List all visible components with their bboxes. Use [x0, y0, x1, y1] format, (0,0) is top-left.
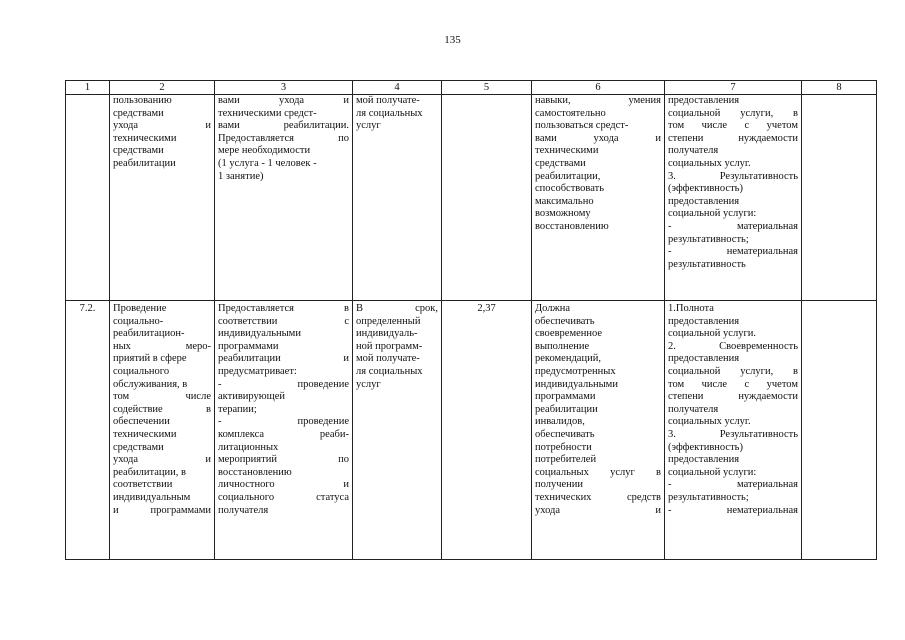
cell-line: терапии;	[218, 403, 257, 415]
cell-line: ухода и	[113, 120, 211, 132]
cell-line: своевременное	[535, 328, 603, 340]
cell-line: литационных	[218, 441, 279, 453]
row1-quality-indicators	[532, 95, 665, 301]
cell-line: социальной услуги, в	[668, 107, 798, 119]
row1-number	[66, 95, 110, 301]
cell-line: индивидуальными	[535, 378, 618, 390]
cell-line: получателя	[218, 504, 269, 516]
cell-line: услуг	[356, 378, 381, 390]
row1-service-description	[215, 95, 353, 301]
table-header-row	[66, 81, 877, 95]
cell-line: реабилитации, в	[113, 466, 186, 478]
cell-line: ля социальных	[356, 365, 423, 377]
cell-line: пользованию	[113, 95, 172, 106]
cell-line: реабилитации	[113, 157, 176, 169]
row2-service-description	[215, 301, 353, 560]
cell-line: мой получате-	[356, 353, 420, 365]
row2-evaluation-conditions	[665, 301, 802, 560]
cell-line: предусмотренных	[535, 365, 616, 377]
cell-line: восстановлению	[218, 466, 292, 478]
cell-line: Предоставляется в	[218, 303, 349, 314]
cell-line: - материальная	[668, 220, 798, 232]
header-cell-2: 2	[110, 81, 215, 95]
row2-term	[353, 301, 442, 560]
cell-line: степени нуждаемости	[668, 391, 798, 403]
header-cell-5: 5	[442, 81, 532, 95]
cell-line: ля социальных	[356, 107, 423, 119]
cell-line: предоставления	[668, 315, 740, 327]
row1-service-name	[110, 95, 215, 301]
cell-line: вами ухода и	[218, 95, 349, 106]
cell-line: программами	[218, 340, 279, 352]
cell-line: потребности	[535, 441, 592, 453]
cell-line: вами ухода и	[535, 132, 661, 144]
row1-tariff	[442, 95, 532, 301]
header-cell-3: 3	[215, 81, 353, 95]
cell-line: социальных услуг.	[668, 157, 751, 169]
header-cell-6: 6	[532, 81, 665, 95]
cell-line: ных меро-	[113, 340, 211, 352]
cell-line: реабилитации и	[218, 353, 349, 365]
table-row	[66, 301, 877, 560]
cell-line: ухода и	[113, 454, 211, 466]
cell-line: 2. Своевременность	[668, 340, 798, 352]
header-cell-7: 7	[665, 81, 802, 95]
row2-number: 7.2.	[66, 301, 110, 560]
cell-line: индивидуаль-	[356, 328, 418, 340]
cell-line: мероприятий по	[218, 454, 349, 466]
row2-quality-indicators	[532, 301, 665, 560]
cell-line: 3. Результативность	[668, 170, 798, 182]
row2-service-name	[110, 301, 215, 560]
cell-line: самостоятельно	[535, 107, 606, 119]
cell-line: пользоваться средст-	[535, 120, 629, 132]
cell-line: реабилитации,	[535, 170, 601, 182]
cell-line: степени нуждаемости	[668, 132, 798, 144]
cell-line: восстановлению	[535, 220, 609, 232]
cell-line: социальной услуги, в	[668, 365, 798, 377]
cell-line: социальной услуги:	[668, 208, 757, 220]
cell-line: реабилитацион-	[113, 328, 185, 340]
cell-line: результативность;	[668, 491, 749, 503]
cell-line: предусматривает:	[218, 365, 297, 377]
cell-line: - нематериальная	[668, 246, 798, 258]
services-table	[65, 80, 877, 560]
cell-line: предоставления	[668, 195, 740, 207]
cell-line: получении	[535, 479, 584, 491]
cell-line: и программами	[113, 504, 211, 516]
cell-line: предоставления	[668, 454, 740, 466]
table-row	[66, 95, 877, 301]
cell-line: индивидуальными	[218, 328, 301, 340]
cell-line: обслуживания, в	[113, 378, 188, 390]
cell-line: 3. Результативность	[668, 428, 798, 440]
cell-line: обеспечении	[113, 416, 170, 428]
cell-line: способствовать	[535, 183, 605, 195]
cell-line: техническими	[113, 428, 177, 440]
cell-line: том числе с учетом	[668, 120, 798, 132]
cell-line: техническими	[113, 132, 177, 144]
cell-line: активирующей	[218, 391, 285, 403]
cell-line: приятий в сфере	[113, 353, 187, 365]
cell-line: том числе	[113, 391, 211, 403]
cell-line: 1 занятие)	[218, 170, 264, 182]
cell-line: (1 услуга - 1 человек -	[218, 157, 317, 169]
cell-line: том числе с учетом	[668, 378, 798, 390]
cell-line: В срок,	[356, 303, 438, 314]
cell-line: (эффективность)	[668, 183, 743, 195]
cell-line: - проведение	[218, 416, 349, 428]
cell-line: обеспечивать	[535, 428, 595, 440]
cell-line: ной программ-	[356, 340, 423, 352]
cell-line: личностного и	[218, 479, 349, 491]
cell-line: возможному	[535, 208, 591, 220]
cell-line: содействие в	[113, 403, 211, 415]
row2-notes	[802, 301, 877, 560]
cell-line: техническими средст-	[218, 107, 317, 119]
cell-line: выполнение	[535, 340, 590, 352]
row1-evaluation-conditions	[665, 95, 802, 301]
cell-line: вами реабилитации.	[218, 120, 349, 132]
cell-line: предоставления	[668, 95, 740, 106]
cell-line: социально-	[113, 315, 164, 327]
header-cell-8: 8	[802, 81, 877, 95]
cell-line: инвалидов,	[535, 416, 585, 428]
cell-line: реабилитации	[535, 403, 598, 415]
cell-line: обеспечивать	[535, 315, 595, 327]
cell-line: максимально	[535, 195, 594, 207]
page-number: 135	[444, 34, 461, 46]
cell-line: средствами	[113, 441, 164, 453]
cell-line: социальной услуги.	[668, 328, 756, 340]
cell-line: ухода и	[535, 504, 661, 516]
cell-line: соответствии	[113, 479, 173, 491]
cell-line: Проведение	[113, 303, 167, 314]
cell-line: социальных услуг в	[535, 466, 661, 478]
row1-term	[353, 95, 442, 301]
cell-line: навыки, умения	[535, 95, 661, 106]
cell-line: средствами	[113, 145, 164, 157]
cell-line: соответствии с	[218, 315, 349, 327]
cell-line: Предоставляется по	[218, 132, 349, 144]
cell-line: получателя	[668, 403, 719, 415]
cell-line: комплекса реаби-	[218, 428, 349, 440]
cell-line: социального статуса	[218, 491, 349, 503]
row2-tariff: 2,37	[442, 301, 532, 560]
cell-line: социальных услуг.	[668, 416, 751, 428]
cell-line: получателя	[668, 145, 719, 157]
cell-line: - материальная	[668, 479, 798, 491]
cell-line: - проведение	[218, 378, 349, 390]
cell-line: средствами	[535, 157, 586, 169]
cell-line: 1.Полнота	[668, 303, 714, 314]
cell-line: - нематериальная	[668, 504, 798, 516]
cell-line: Должна	[535, 303, 571, 314]
row1-notes	[802, 95, 877, 301]
cell-line: социального	[113, 365, 170, 377]
cell-line: социальной услуги:	[668, 466, 757, 478]
cell-line: определенный	[356, 315, 421, 327]
cell-line: средствами	[113, 107, 164, 119]
cell-line: мере необходимости	[218, 145, 311, 157]
cell-line: услуг	[356, 120, 381, 132]
cell-line: техническими	[535, 145, 599, 157]
cell-line: индивидуальным	[113, 491, 191, 503]
header-cell-1: 1	[66, 81, 110, 95]
cell-line: предоставления	[668, 353, 740, 365]
cell-line: результативность	[668, 258, 746, 270]
cell-line: рекомендаций,	[535, 353, 601, 365]
cell-line: результативность;	[668, 233, 749, 245]
cell-line: потребителей	[535, 454, 597, 466]
header-cell-4: 4	[353, 81, 442, 95]
cell-line: (эффективность)	[668, 441, 743, 453]
cell-line: технических средств	[535, 491, 661, 503]
cell-line: программами	[535, 391, 596, 403]
cell-line: мой получате-	[356, 95, 420, 106]
